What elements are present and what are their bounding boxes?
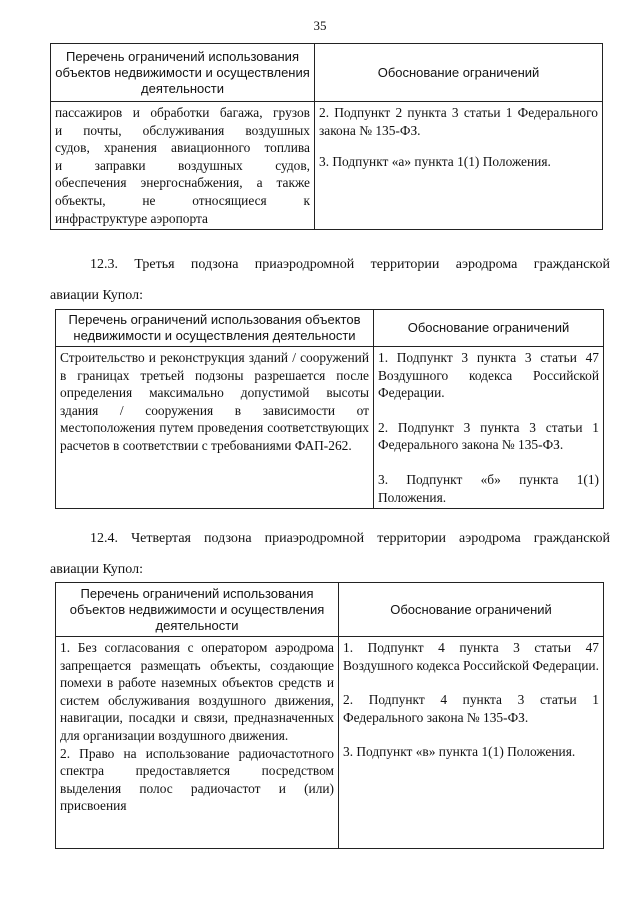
table-row: [56, 637, 604, 849]
header-restrictions: Перечень ограничений использования объектов недвижимости и осуществления деятельности: [56, 310, 374, 347]
justification-item: 3. Подпункт «б» пункта 1(1) Положения.: [378, 471, 599, 505]
section-heading-line: 12.3. Третья подзона приаэродромной территории аэродрома гражданской: [90, 257, 610, 272]
table-row: [56, 347, 604, 509]
section-12-3-heading: [50, 256, 610, 305]
page-number: 35: [313, 18, 327, 33]
section-12-4-heading: [50, 530, 610, 579]
header-justification: Обоснование ограничений: [339, 583, 604, 637]
table-header-row: [56, 583, 604, 637]
text-line: инфраструктуре аэропорта: [55, 210, 208, 226]
justification-cell: [374, 347, 604, 509]
justification-item: 2. Подпункт 4 пункта 3 статьи 1 Федерального закона № 135-ФЗ.: [343, 692, 599, 725]
header-restrictions: Перечень ограничений использования объектов недвижимости и осуществления деятельности: [56, 583, 339, 637]
restriction-item: 2. Право на использование радиочастотного спектра предоставляется посредством выделения полос радиочастот и (или) присвоения: [60, 745, 334, 814]
text-line: судов, хранения авиационного топлива: [55, 140, 310, 156]
header-justification: Обоснование ограничений: [374, 310, 604, 347]
section-heading-line: авиации Купол:: [50, 562, 143, 577]
text-line: обеспечения энергоснабжения, а также: [55, 175, 310, 191]
justification-item: 1. Подпункт 4 пункта 3 статьи 47 Воздушного кодекса Российской Федерации.: [343, 640, 599, 673]
justification-item: 3. Подпункт «в» пункта 1(1) Положения.: [343, 744, 576, 760]
justification-cell: [339, 637, 604, 849]
restriction-item: 1. Без согласования с оператором аэродрома запрещается размещать объекты, создающие помехи в работе наземных объектов средств и систем обслуживания воздушного движения, навигации, посадки и связи, предназначенных для организации воздушного движения.: [60, 640, 334, 743]
text-line: и заправки воздушных судов,: [55, 157, 310, 173]
restrictions-cell: [56, 347, 374, 509]
table-header-row: [56, 310, 604, 347]
justification-item: 2. Подпункт 2 пункта 3 статьи 1 Федерального закона № 135-ФЗ.: [319, 105, 598, 138]
header-justification: Обоснование ограничений: [315, 44, 603, 102]
text-line: и почты, обслуживания воздушных: [55, 122, 310, 138]
section-heading-line: авиации Купол:: [50, 288, 143, 303]
section-heading-line: 12.4. Четвертая подзона приаэродромной территории аэродрома гражданской: [90, 531, 610, 546]
restrictions-cell: [51, 102, 315, 230]
table-row: [51, 102, 603, 230]
justification-item: 1. Подпункт 3 пункта 3 статьи 47 Воздушного кодекса Российской Федерации.: [378, 350, 599, 401]
text-line: объекты, не относящиеся к: [55, 192, 310, 208]
restriction-text: Строительство и реконструкция зданий / сооружений в границах третьей подзоны разрешается после определения максимально допустимой высоты здания / сооружения в зависимости от местоположения путем проведения соответствующих расчетов в соответствии с требованиями ФАП-262.: [60, 350, 369, 453]
text-line: пассажиров и обработки багажа, грузов: [55, 105, 310, 120]
justification-cell: [315, 102, 603, 230]
restrictions-table-continued: [50, 43, 603, 230]
table-header-row: [51, 44, 603, 102]
justification-item: 2. Подпункт 3 пункта 3 статьи 1 Федерального закона № 135-ФЗ.: [378, 419, 599, 453]
fourth-subzone-table: [55, 582, 604, 849]
justification-item: 3. Подпункт «а» пункта 1(1) Положения.: [319, 154, 551, 170]
restrictions-cell: [56, 637, 339, 849]
third-subzone-table: [55, 309, 604, 509]
header-restrictions: Перечень ограничений использования объектов недвижимости и осуществления деятельности: [51, 44, 315, 102]
